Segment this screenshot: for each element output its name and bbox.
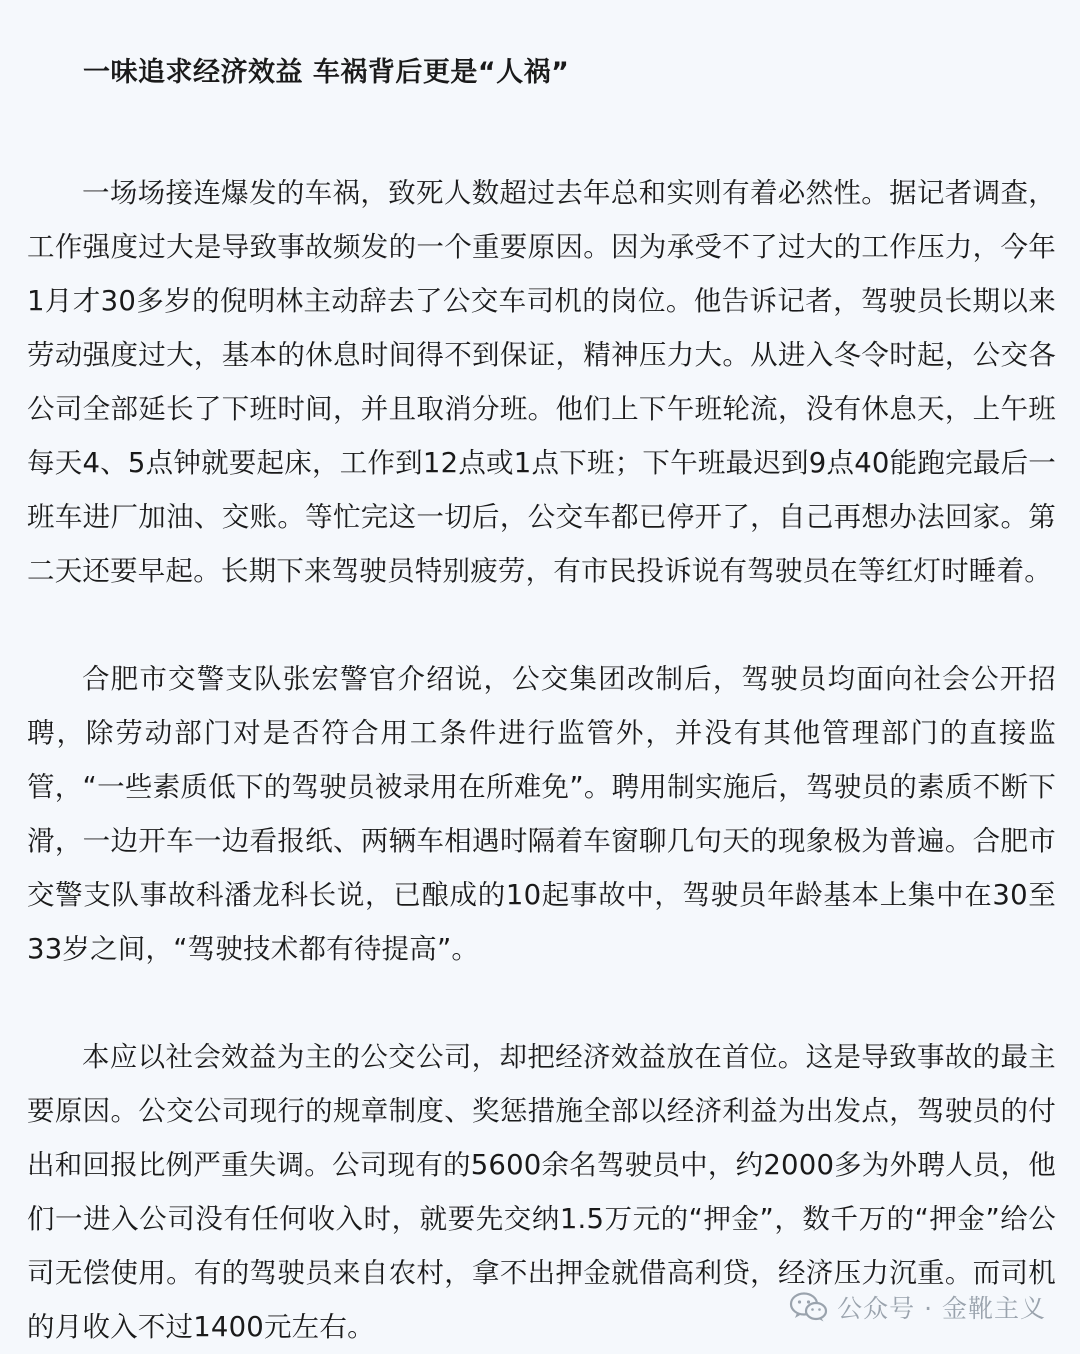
paragraph-2: 合肥市交警支队张宏警官介绍说，公交集团改制后，驾驶员均面向社会公开招聘，除劳动部门对是否符合用工条件进行监管外，并没有其他管理部门的直接监管，“一些素质低下的驾驶员被录用在所难免”。聘用制实施后，驾驶员的素质不断下滑，一边开车一边看报纸、两辆车相遇时隔着车窗聊几句天的现象极为普遍。合肥市交警支队事故科潘龙科长说，已酿成的10起事故中，驾驶员年龄基本上集中在30至33岁之间，“驾驶技术都有待提高”。 bbox=[27, 663, 1056, 965]
wechat-icon bbox=[789, 1291, 829, 1323]
paragraph-1: 一场场接连爆发的车祸，致死人数超过去年总和实则有着必然性。据记者调查，工作强度过大是导致事故频发的一个重要原因。因为承受不了过大的工作压力，今年1月才30多岁的倪明林主动辞去了公交车司机的岗位。他告诉记者，驾驶员长期以来劳动强度过大，基本的休息时间得不到保证，精神压力大。从进入冬令时起，公交各公司全部延长了下班时间，并且取消分班。他们上下午班轮流，没有休息天，上午班每天4、5点钟就要起床，工作到12点或1点下班；下午班最迟到9点40能跑完最后一班车进厂加油、交账。等忙完这一切后，公交车都已停开了，自己再想办法回家。第二天还要早起。长期下来驾驶员特别疲劳，有市民投诉说有驾驶员在等红灯时睡着。 bbox=[27, 177, 1056, 587]
watermark-text: 公众号 · 金靴主义 bbox=[837, 1294, 1046, 1323]
article-title: 一味追求经济效益 车祸背后更是“人祸” bbox=[83, 57, 570, 88]
paragraph-3: 本应以社会效益为主的公交公司，却把经济效益放在首位。这是导致事故的最主要原因。公交公司现行的规章制度、奖惩措施全部以经济利益为出发点，驾驶员的付出和回报比例严重失调。公司现有的5600余名驾驶员中，约2000多为外聘人员，他们一进入公司没有任何收入时，就要先交纳1.5万元的“押金”，数千万的“押金”给公司无偿使用。有的驾驶员来自农村，拿不出押金就借高利贷，经济压力沉重。而司机的月收入不过1400元左右。 bbox=[27, 1041, 1056, 1343]
watermark bbox=[789, 1289, 1046, 1325]
